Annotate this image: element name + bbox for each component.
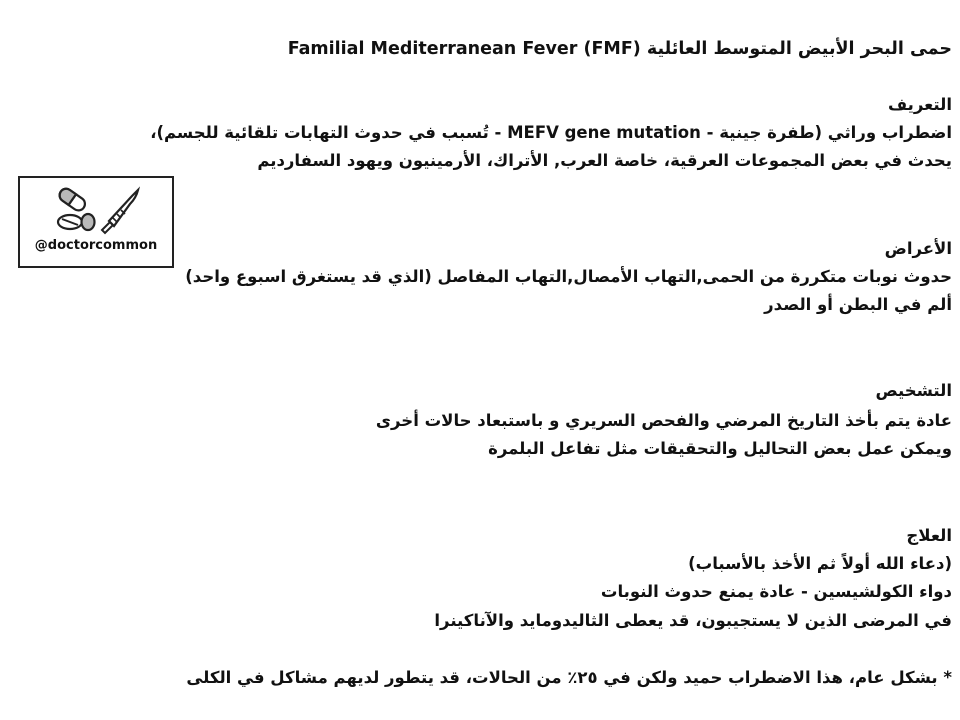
diagnosis-line-1: عادة يتم بأخذ التاريخ المرضي والفحص السريري و باستبعاد حالات أخرى (375, 411, 952, 430)
symptoms-line-2: ألم في البطن أو الصدر (764, 295, 952, 314)
treatment-heading: العلاج (906, 526, 952, 545)
title-arabic: حمى البحر الأبيض المتوسط العائلية (646, 39, 952, 59)
treatment-line-2: دواء الكولشيسين - عادة يمنع حدوث النوبات (600, 582, 952, 601)
symptoms-heading: الأعراض (884, 239, 952, 258)
title-english: Familial Mediterranean Fever (FMF) (287, 39, 641, 59)
definition-text-b: - تُسبب في حدوث التهابات تلقائية للجسم)، (150, 123, 508, 142)
social-handle: @doctorcommon (34, 238, 158, 253)
definition-line-1 (150, 122, 952, 144)
symptoms-line-1: حدوث نوبات متكررة من الحمى,التهاب الأمصال,التهاب المفاصل (الذي قد يستغرق اسبوع واحد) (185, 267, 952, 286)
treatment-line-3: في المرضى الذين لا يستجيبون، قد يعطى الثاليدومايد والآناكينرا (434, 611, 952, 630)
footnote: * بشكل عام، هذا الاضطراب حميد ولكن في ٢٥٪ من الحالات، قد يتطور لديهم مشاكل في الكلى (186, 668, 952, 687)
definition-heading: التعريف (887, 95, 952, 114)
treatment-line-1: (دعاء الله أولاً ثم الأخذ بالأسباب) (688, 554, 952, 573)
diagnosis-heading: التشخيص (875, 381, 952, 400)
pill-icon (58, 214, 95, 230)
diagnosis-line-2: ويمكن عمل بعض التحاليل والتحقيقات مثل تفاعل البلمرة (488, 439, 952, 458)
capsule-icon (57, 186, 87, 213)
definition-text-a: اضطراب وراثي (طفرة جينية - (700, 123, 952, 142)
logo-art (50, 182, 142, 236)
logo-badge (18, 176, 174, 268)
document-title (288, 38, 952, 60)
gene-mutation-term: MEFV gene mutation (507, 123, 701, 142)
scalpel-icon (102, 190, 138, 233)
definition-line-2: يحدث في بعض المجموعات العرقية، خاصة العرب, الأتراك، الأرمينيون ويهود السفارديم (257, 151, 952, 170)
